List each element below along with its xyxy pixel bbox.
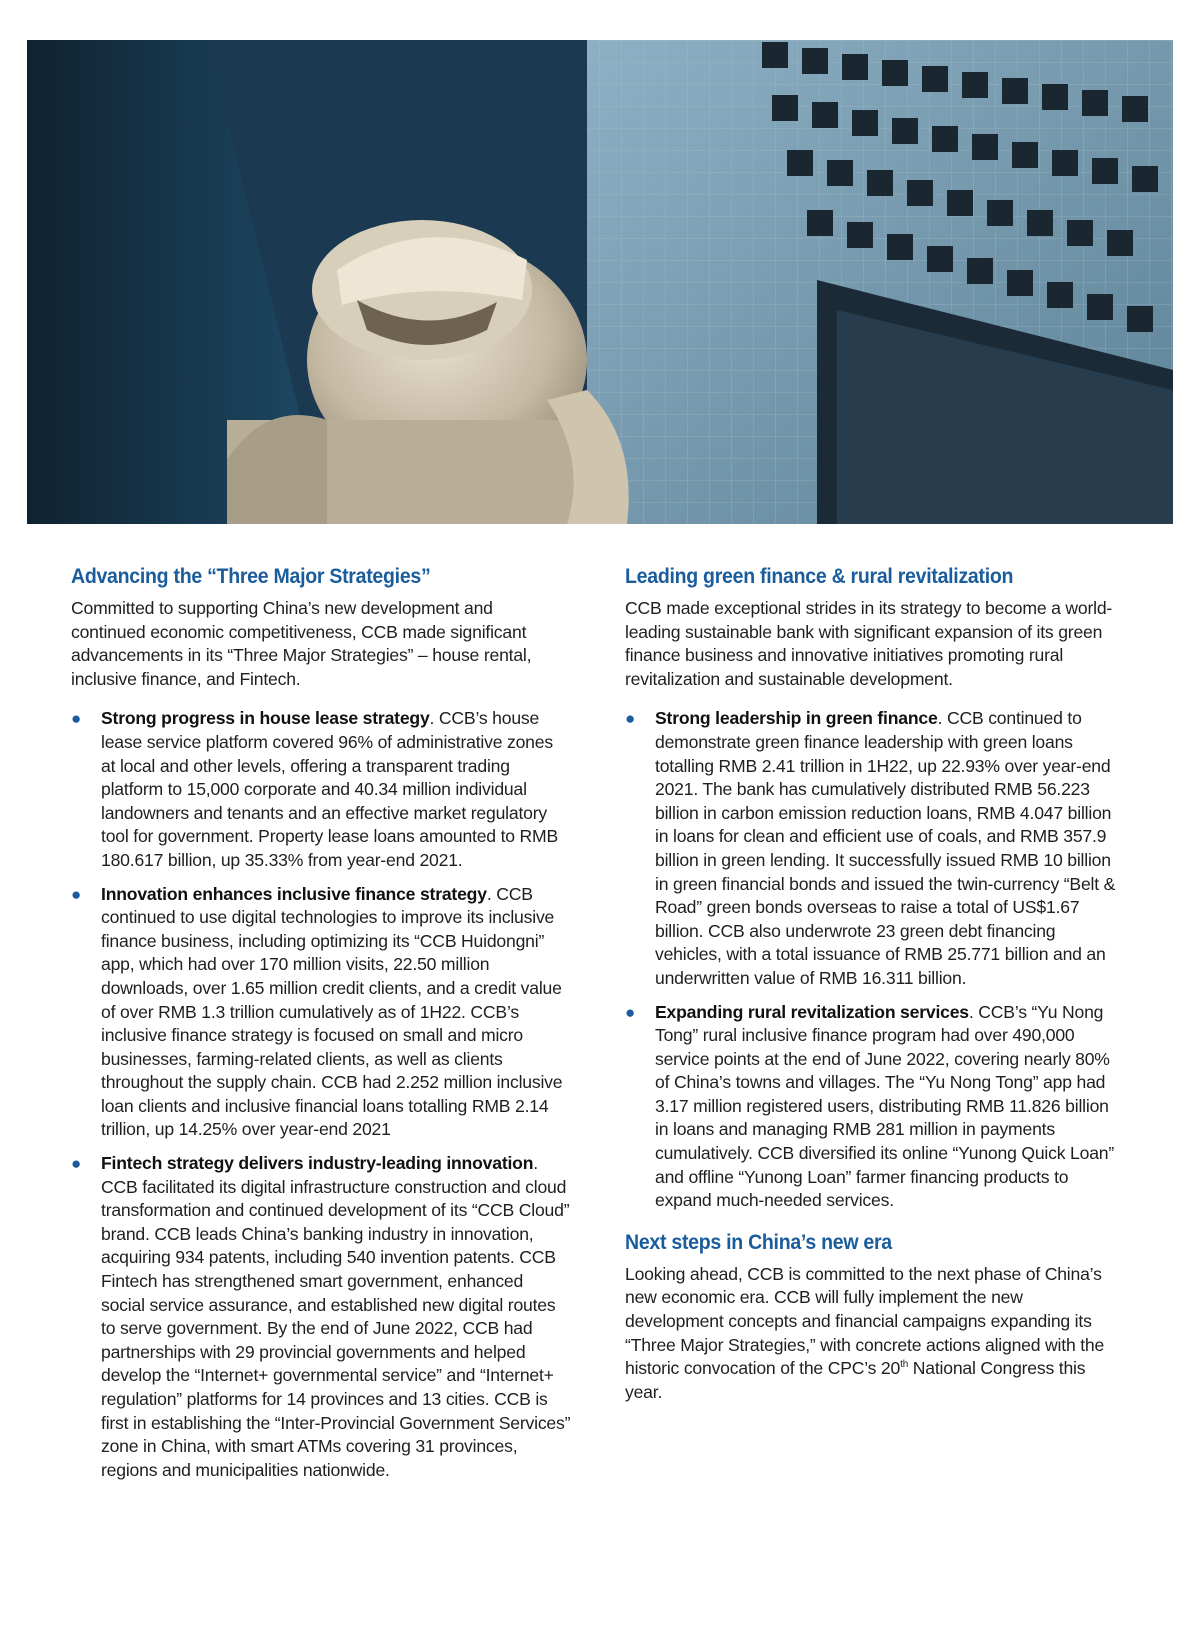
building-with-stone-lion-photo [27,40,1173,524]
next-steps-text-end: National Congress this year. [625,1358,1086,1402]
left-column [71,565,571,1492]
bullet-title: Expanding rural revitalization services [655,1001,969,1022]
next-steps-heading: Next steps in China’s new era [625,1230,892,1254]
right-bullet-list [625,707,1125,1212]
right-intro-paragraph: CCB made exceptional strides in its strategy to become a world-leading sustainable bank with significant expansion of its green finance business and innovative initiatives promoting rural revitalization and sustainable development. [625,598,1113,689]
bullet-icon: ● [71,1154,82,1174]
bullet-text: . CCB facilitated its digital infrastructure construction and cloud transformation and continued development of its “CCB Cloud” brand. CCB leads China’s banking industry in innovation, acquiring 934 patents, including 540 invention patents. CCB Fintech has strengthened smart government, enhanced social service assurance, and established new digital routes to serve government. By the end of June 2022, CCB had partnerships with 29 provincial governments and helped develop the “Internet+ governmental service” and “Internet+ regulation” platforms for 14 provinces and 13 cities. CCB is first in establishing the “Inter-Provincial Government Services” zone in China, with smart ATMs covering 31 provinces, regions and municipalities nationwide. [101,1153,571,1480]
list-item [625,707,1125,990]
bullet-icon: ● [71,709,82,729]
bullet-title: Strong leadership in green finance [655,708,938,729]
bullet-text: . CCB’s “Yu Nong Tong” rural inclusive finance program had over 490,000 service points at the end of June 2022, covering nearly 80% of China’s towns and villages. The “Yu Nong Tong” app had 3.17 million registered users, distributing RMB 11.826 billion in loans and managing RMB 281 million in payments cumulatively. CCB diversified its online “Yunong Quick Loan” and offline “Yunong Loan” farmer financing products to expand much-needed services. [655,1001,1115,1211]
bullet-text: . CCB’s house lease service platform covered 96% of administrative zones at local and other levels, offering a transparent trading platform to 15,000 corporate and 40.34 million individual landowners and tenants and an effective market regulatory tool for government. Property lease loans amounted to RMB 180.617 billion, up 35.33% from year-end 2021. [101,708,559,870]
bullet-icon: ● [71,884,82,904]
list-item [71,1152,571,1482]
bullet-icon: ● [625,1002,636,1022]
three-major-strategies-heading: Advancing the “Three Major Strategies” [71,565,431,588]
next-steps-text: Looking ahead, CCB is committed to the next phase of China’s new economic era. CCB will fully implement the new development concepts and financial campaigns expanding its “Three Major Strategies,” with concrete actions aligned with the historic convocation of the CPC’s 20 [625,1263,1105,1379]
bullet-title: Fintech strategy delivers industry-leading innovation [101,1153,534,1174]
green-finance-heading: Leading green finance & rural revitalization [625,565,1014,588]
bullet-icon: ● [625,709,636,729]
bullet-title: Innovation enhances inclusive finance strategy [101,883,487,904]
list-item [71,883,571,1143]
hero-photo [27,40,1173,524]
bullet-title: Strong progress in house lease strategy [101,708,430,729]
list-item [71,707,571,872]
bullet-text: . CCB continued to use digital technologies to improve its inclusive finance business, including optimizing its “CCB Huidongni” app, which had over 170 million visits, 22.50 million downloads, over 1.65 million credit clients, and a credit value of over RMB 1.3 trillion cumulatively as of 1H22. CCB’s inclusive finance strategy is focused on small and micro businesses, farming-related clients, as well as clients throughout the supply chain. CCB had 2.252 million inclusive loan clients and inclusive financial loans totalling RMB 2.14 trillion, up 14.25% over year-end 2021 [101,883,563,1140]
left-bullet-list [71,707,571,1482]
list-item [625,1001,1125,1213]
ordinal-suffix: th [900,1359,909,1371]
left-intro-paragraph: Committed to supporting China’s new development and continued economic competitiveness, CCB made significant advancements in its “Three Major Strategies” – house rental, inclusive finance, and Fintech. [71,598,532,689]
bullet-text: . CCB continued to demonstrate green finance leadership with green loans totalling RMB 2.41 trillion in 1H22, up 22.93% over year-end 2021. The bank has cumulatively distributed RMB 56.223 billion in carbon emission reduction loans, RMB 4.047 billion in loans for clean and efficient use of coals, and RMB 357.9 billion in green lending. It successfully issued RMB 10 billion in green financial bonds and issued the twin-currency “Belt & Road” green bonds overseas to raise a total of US$1.67 billion. CCB also underwrote 23 green debt financing vehicles, with a total issuance of RMB 25.771 billion and an underwritten value of RMB 16.311 billion. [655,708,1116,988]
next-steps-paragraph [625,1263,1125,1405]
right-column [625,565,1125,1420]
